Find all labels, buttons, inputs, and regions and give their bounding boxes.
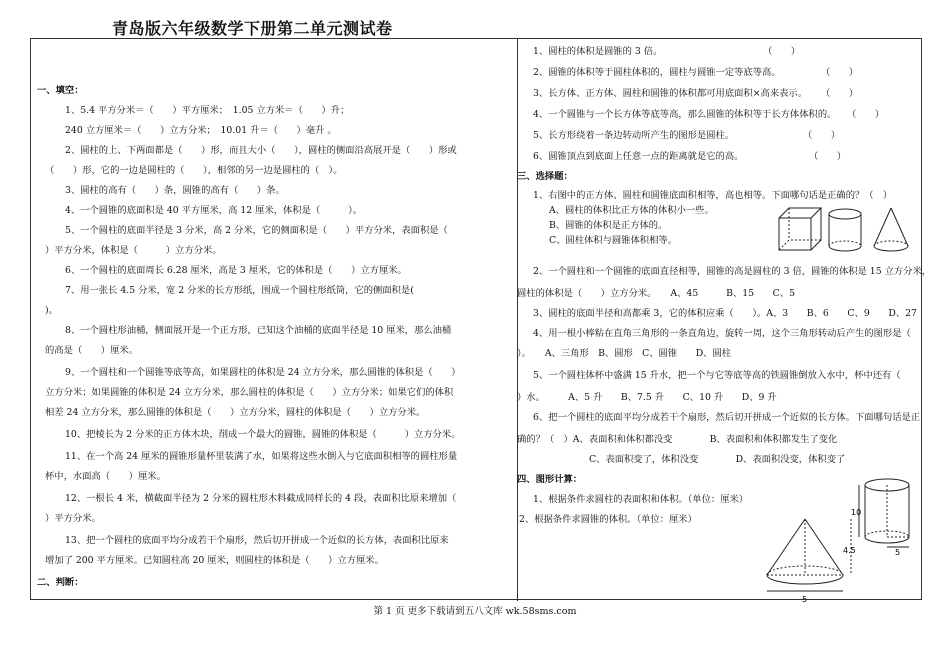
choice-line: ）水。 A、5 升 B、7.5 升 C、10 升 D、9 升 <box>517 392 777 403</box>
judge-mark: （ ） <box>821 67 859 78</box>
question-line: 立方分米；如果圆锥的体积是 24 立方分米，那么圆柱的体积是（ ）立方分米；如果它们的体积 <box>45 387 454 398</box>
question-line: 240 立方厘米＝（ ）立方分米； 10.01 升＝（ ）毫升 。 <box>65 125 337 136</box>
choice-line: 5、一个圆柱体杯中盛满 15 升水，把一个与它等底等高的铁圆锥倒放入水中，杯中还有（ <box>533 370 901 381</box>
section-judge-heading: 二、判断： <box>37 577 84 588</box>
exam-sheet <box>30 38 932 604</box>
judge-item: 5、长方形绕着一条边转动所产生的图形是圆柱。 <box>533 130 735 141</box>
question-line: 11、在一个高 24 厘米的圆锥形量杯里装满了水，如果将这些水倒入与它底面积相等的圆柱形量 <box>65 451 458 462</box>
question-line: 13、把一个圆柱的底面平均分成若干个扇形，然后切开拼成一个近似的长方体，表面积比原来 <box>65 535 449 546</box>
cone-height-label: 4.5 <box>843 546 856 555</box>
question-line: )。 <box>45 305 58 316</box>
choice-line: 确的？（ ）A、表面积和体积都没变 B、表面积和体积都发生了变化 <box>517 434 838 445</box>
section-fill-heading: 一、填空： <box>37 85 84 96</box>
calc-item: 2、根据条件求圆锥的体积。（单位：厘米） <box>519 514 697 525</box>
choice-option: A、圆柱的体积比正方体的体积小一些。 <box>549 205 714 216</box>
choice-line: 1、右图中的正方体、圆柱和圆锥底面积相等，高也相等。下面哪句话是正确的？（ ） <box>533 190 893 201</box>
cone-diameter-label: 5 <box>802 595 808 604</box>
question-line: 的高是（ ）厘米。 <box>45 345 138 356</box>
question-line: 增加了 200 平方厘米。已知圆柱高 20 厘米，则圆柱的体积是（ ）立方厘米。 <box>45 555 384 566</box>
judge-item: 2、圆锥的体积等于圆柱体积的，圆柱与圆锥一定等底等高。 <box>533 67 781 78</box>
solids-figure <box>775 204 911 256</box>
question-line: 9、一个圆柱和一个圆锥等底等高，如果圆柱的体积是 24 立方分米，那么圆锥的体积是（ ） <box>65 367 461 378</box>
column-divider <box>517 39 518 601</box>
choice-option: B、圆锥的体积是正方体的。 <box>549 220 668 231</box>
cylinder-icon <box>829 209 861 251</box>
page-footer: 第 1 页 更多下载请到五八文库 wk.58sms.com <box>373 606 577 617</box>
choice-line: 圆柱的体积是（ ）立方分米。 A、45 B、15 C、5 <box>517 288 796 299</box>
cube-icon <box>779 208 821 250</box>
question-line: （ ）形，它的一边是圆柱的（ ），相邻的另一边是圆柱的（ ）。 <box>45 165 343 176</box>
judge-item: 1、圆柱的体积是圆锥的 3 倍。 <box>533 46 663 57</box>
cylinder-icon <box>859 479 909 547</box>
cylinder-radius-label: 5 <box>895 548 901 557</box>
question-line: ）平方分米，体积是（ ）立方分米。 <box>45 245 222 256</box>
question-line: 10、把棱长为 2 分米的正方体木块，削成一个最大的圆锥，圆锥的体积是（ ）立方分米。 <box>65 429 461 440</box>
choice-line: 3、圆柱的底面半径和高都乘 3，它的体积应乘（ ）。A、3 B、6 C、9 D、27 <box>533 308 917 319</box>
question-line: 3、圆柱的高有（ ）条，圆锥的高有（ ）条。 <box>65 185 285 196</box>
cone-icon <box>767 519 851 591</box>
calc-item: 1、根据条件求圆柱的表面积和体积。（单位：厘米） <box>533 494 749 505</box>
choice-line: ）。 A、三角形 B、圆形 C、圆锥 D、圆柱 <box>517 348 732 359</box>
choice-line: 4、用一根小棒粘在直角三角形的一条直角边，旋转一周，这个三角形转动后产生的图形是（ <box>533 328 911 339</box>
question-line: 12、一根长 4 米，横截面半径为 2 分米的圆柱形木料截成同样长的 4 段，表面积比原来增加（ <box>65 493 457 504</box>
question-line: 8、一个圆柱形油桶，侧面展开是一个正方形，已知这个油桶的底面半径是 10 厘米，那么油桶 <box>65 325 452 336</box>
cone-icon <box>874 208 908 251</box>
judge-item: 4、一个圆锥与一个长方体等底等高，那么圆锥的体积等于长方体体积的。 <box>533 109 837 120</box>
question-line: 1、5.4 平方分米＝（ ）平方厘米； 1.05 立方米＝（ ）升； <box>65 105 350 116</box>
section-calc-heading: 四、图形计算： <box>517 474 583 485</box>
question-line: ）平方分米。 <box>45 513 101 524</box>
question-line: 杯中，水面高（ ）厘米。 <box>45 471 166 482</box>
judge-mark: （ ） <box>763 46 801 57</box>
choice-line: 2、一个圆柱和一个圆锥的底面直径相等，圆锥的高是圆柱的 3 倍，圆锥的体积是 15 立方分米， <box>533 266 932 277</box>
question-line: 7、用一张长 4.5 分米，宽 2 分米的长方形纸，围成一个圆柱形纸筒，它的侧面积是( <box>65 285 414 296</box>
cone-dimension-figure <box>755 513 865 605</box>
judge-mark: （ ） <box>847 109 885 120</box>
choice-line: C、表面积变了，体积没变 D、表面积没变，体积变了 <box>589 454 846 465</box>
judge-item: 6、圆锥顶点到底面上任意一点的距离就是它的高。 <box>533 151 744 162</box>
question-line: 6、一个圆柱的底面周长 6.28 厘米，高是 3 厘米，它的体积是（ ）立方厘米。 <box>65 265 407 276</box>
question-line: 4、一个圆锥的底面积是 40 平方厘米，高 12 厘米，体积是（ ）。 <box>65 205 363 216</box>
question-line: 相差 24 立方分米，那么圆锥的体积是（ ）立方分米，圆柱的体积是（ ）立方分米。 <box>45 407 426 418</box>
judge-mark: （ ） <box>803 130 841 141</box>
page-title: 青岛版六年级数学下册第二单元测试卷 <box>112 19 393 38</box>
judge-mark: （ ） <box>809 151 847 162</box>
choice-option: C、圆柱体积与圆锥体积相等。 <box>549 235 677 246</box>
question-line: 2、圆柱的上、下两面都是（ ）形，而且大小（ ），圆柱的侧面沿高展开是（ ）形或 <box>65 145 457 156</box>
judge-item: 3、长方体、正方体、圆柱和圆锥的体积都可用底面积×高来表示。 <box>533 88 808 99</box>
judge-mark: （ ） <box>821 88 859 99</box>
cylinder-height-label: 10 <box>851 508 862 517</box>
choice-line: 6、把一个圆柱的底面平均分成若干个扇形，然后切开拼成一个近似的长方体。下面哪句话是正 <box>533 412 921 423</box>
section-choice-heading: 三、选择题： <box>517 171 573 182</box>
question-line: 5、一个圆柱的底面半径是 3 分米，高 2 分米，它的侧面积是（ ）平方分米，表面积是（ <box>65 225 448 236</box>
